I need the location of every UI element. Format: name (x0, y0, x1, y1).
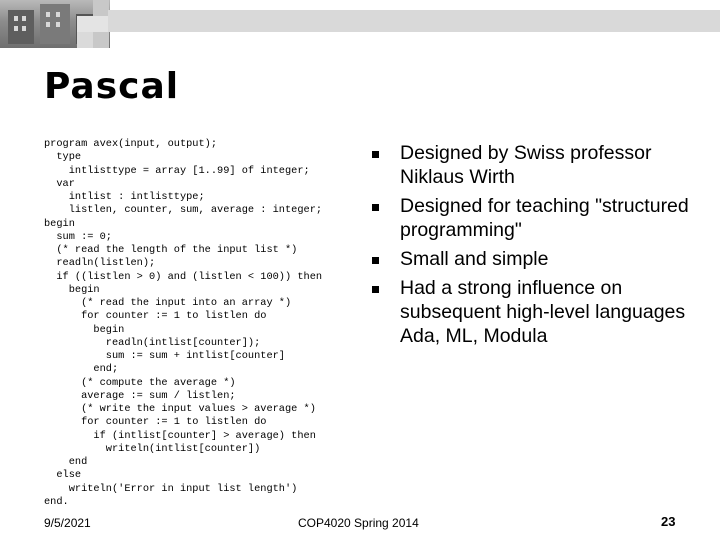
slide-title: Pascal (44, 66, 180, 107)
checker-square (93, 16, 109, 32)
square-bullet-icon (372, 257, 379, 264)
checker-square (77, 16, 93, 32)
bullet-item (372, 276, 692, 348)
checker-square (93, 32, 109, 48)
bullet-item (372, 194, 692, 242)
bullet-list (372, 141, 692, 353)
square-bullet-icon (372, 204, 379, 211)
header-bar (108, 10, 720, 32)
bullet-text: Designed by Swiss professor Niklaus Wirth (400, 142, 652, 188)
code-listing: program avex(input, output); type intlisttype = array [1..99] of integer; var intlist : intlisttype; listlen, counter, sum, average : integer; begin sum := 0; (* read the length of the input list *) readln(listlen); if ((listlen > 0) and (listlen < 100)) then begin (* read the input into an array *) for counter := 1 to listlen do begin readln(intlist[counter]); sum := sum + intlist[counter] end; (* compute the average *) average := sum / listlen; (* write the input values > average *) for counter := 1 to listlen do if (intlist[counter] > average) then writeln(intlist[counter]) end else writeln('Error in input list length') end. (44, 138, 323, 508)
bullet-item (372, 141, 692, 189)
checker-square (93, 0, 109, 16)
page-number: 23 (661, 514, 676, 529)
square-bullet-icon (372, 151, 379, 158)
checker-square (77, 32, 93, 48)
bullet-text: Small and simple (400, 248, 549, 270)
bullet-text: Had a strong influence on subsequent high-level languages Ada, ML, Modula (400, 277, 686, 347)
bullet-text: Designed for teaching "structured programming" (400, 195, 689, 241)
footer-course: COP4020 Spring 2014 (298, 516, 419, 530)
square-bullet-icon (372, 286, 379, 293)
footer-date: 9/5/2021 (44, 516, 91, 530)
bullet-item (372, 247, 692, 271)
